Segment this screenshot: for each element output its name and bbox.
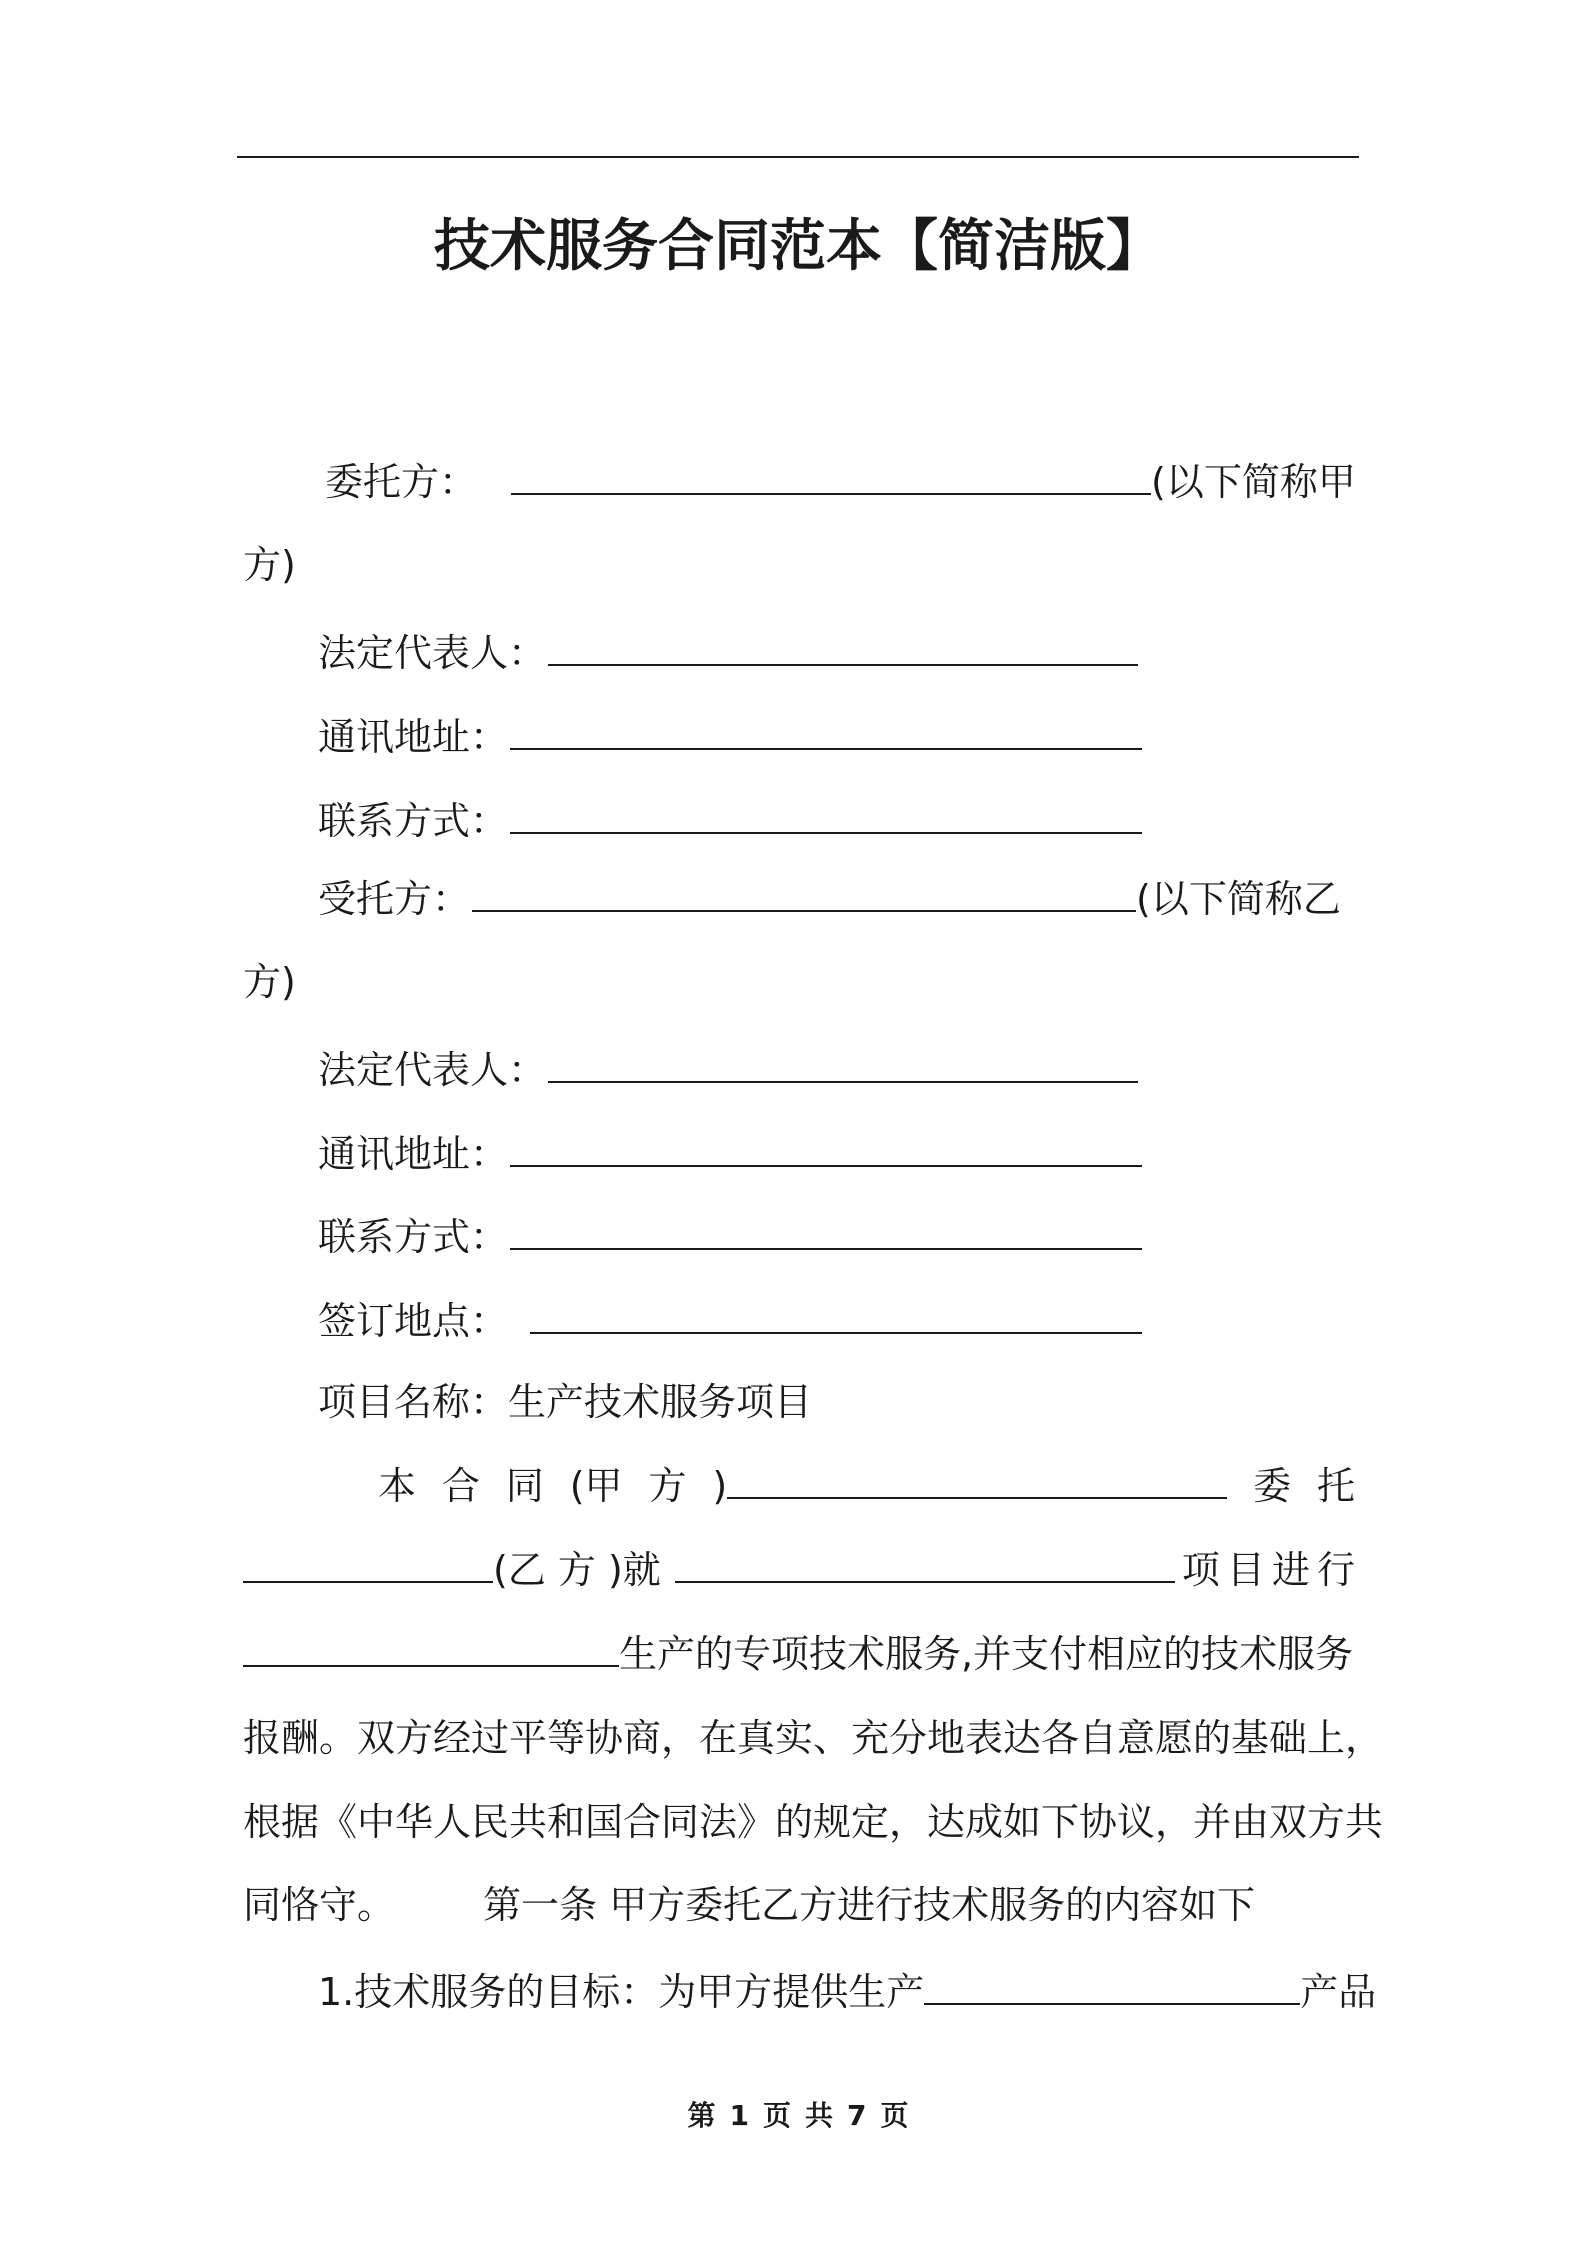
party-b-contact-line xyxy=(318,1213,1142,1261)
party-b-line xyxy=(318,875,1341,923)
body-line-2-blank-a xyxy=(243,1551,493,1583)
body-line-7-blank xyxy=(924,1973,1300,2005)
signing-place-blank xyxy=(530,1302,1142,1334)
body-line-5: 根据《中华人民共和国合同法》的规定，达成如下协议，并由双方共 xyxy=(243,1800,1384,1844)
body-line-7-a: 1.技术服务的目标：为甲方提供生产 xyxy=(318,1970,925,2014)
footer-total-label: 共 xyxy=(805,2099,834,2132)
footer-page-unit: 页 xyxy=(762,2099,791,2132)
body-line-1-char: 本 xyxy=(378,1464,417,1508)
party-a-contact-blank xyxy=(510,802,1142,834)
header-rule xyxy=(237,156,1359,158)
party-a-blank xyxy=(511,463,1151,495)
body-line-2-tail-char: 行 xyxy=(1316,1548,1355,1592)
body-line-3-tail: 生产的专项技术服务,并支付相应的技术服务 xyxy=(619,1632,1354,1676)
party-b-representative-label: 法定代表人： xyxy=(318,1048,547,1092)
party-a-line xyxy=(325,458,1356,506)
signing-place-line xyxy=(318,1297,1142,1345)
party-b-representative-line xyxy=(318,1046,1138,1094)
body-line-1-tail-a: 委 xyxy=(1253,1464,1292,1508)
body-line-6-a: 同恪守。 xyxy=(243,1883,396,1927)
party-a-label: 委托方： xyxy=(325,460,478,504)
party-a-representative-line xyxy=(318,629,1138,677)
party-a-representative-label: 法定代表人： xyxy=(318,631,547,675)
footer-page-number: 1 xyxy=(729,2099,749,2132)
party-a-contact-line xyxy=(318,797,1142,845)
body-line-4: 报酬。双方经过平等协商，在真实、充分地表达各自意愿的基础上， xyxy=(243,1716,1384,1760)
party-a-address-line xyxy=(318,713,1142,761)
party-b-suffix: (以下简称乙 xyxy=(1136,877,1341,921)
party-a-address-label: 通讯地址： xyxy=(318,715,509,759)
body-line-7 xyxy=(318,1968,1376,2016)
party-a-representative-blank xyxy=(548,634,1138,666)
party-b-wrap: 方) xyxy=(243,960,296,1004)
body-line-1-char: 合 xyxy=(441,1464,480,1508)
party-b-blank xyxy=(472,880,1136,912)
party-a-contact-label: 联系方式： xyxy=(318,799,509,843)
body-line-1-char: 方 xyxy=(648,1464,687,1508)
party-a-address-blank xyxy=(510,718,1142,750)
body-line-3-blank xyxy=(243,1635,619,1667)
page-footer xyxy=(237,2098,1359,2134)
body-line-2-tail-char: 目 xyxy=(1226,1548,1265,1592)
party-a-suffix: (以下简称甲 xyxy=(1151,460,1356,504)
footer-total-unit: 页 xyxy=(880,2099,909,2132)
party-b-address-line xyxy=(318,1130,1142,1178)
party-b-address-label: 通讯地址： xyxy=(318,1132,509,1176)
body-line-1-blank-group xyxy=(712,1462,1227,1510)
body-line-2-middle: (乙 方 )就 xyxy=(493,1548,661,1592)
body-line-1-tail-b: 托 xyxy=(1316,1464,1355,1508)
footer-page-label: 第 xyxy=(687,2099,716,2132)
party-a-wrap: 方) xyxy=(243,543,296,587)
party-b-contact-blank xyxy=(510,1218,1142,1250)
body-line-3 xyxy=(243,1630,1353,1678)
party-b-representative-blank xyxy=(548,1051,1138,1083)
body-line-1-char: 同 xyxy=(505,1464,544,1508)
body-line-1-char: (甲 xyxy=(569,1464,623,1508)
article-one-heading: 第一条 甲方委托乙方进行技术服务的内容如下 xyxy=(483,1883,1256,1927)
body-line-1-char: ) xyxy=(712,1464,728,1508)
body-line-1 xyxy=(378,1462,1355,1510)
body-line-2-blank-b xyxy=(675,1551,1175,1583)
signing-place-label: 签订地点： xyxy=(318,1299,509,1343)
body-line-6 xyxy=(243,1881,1255,1929)
footer-total-number: 7 xyxy=(847,2099,867,2132)
body-line-2-tail-char: 进 xyxy=(1271,1548,1310,1592)
party-b-contact-label: 联系方式： xyxy=(318,1215,509,1259)
party-b-address-blank xyxy=(510,1135,1142,1167)
body-line-1-blank xyxy=(727,1467,1227,1499)
party-b-label: 受托方： xyxy=(318,877,471,921)
body-line-2-left xyxy=(243,1546,1175,1594)
project-name: 项目名称：生产技术服务项目 xyxy=(318,1380,813,1424)
document-title: 技术服务合同范本【简洁版】 xyxy=(434,214,1162,279)
body-line-7-b: 产品 xyxy=(1300,1970,1377,2014)
body-line-2 xyxy=(243,1546,1355,1594)
body-line-2-tail-char: 项 xyxy=(1181,1548,1220,1592)
